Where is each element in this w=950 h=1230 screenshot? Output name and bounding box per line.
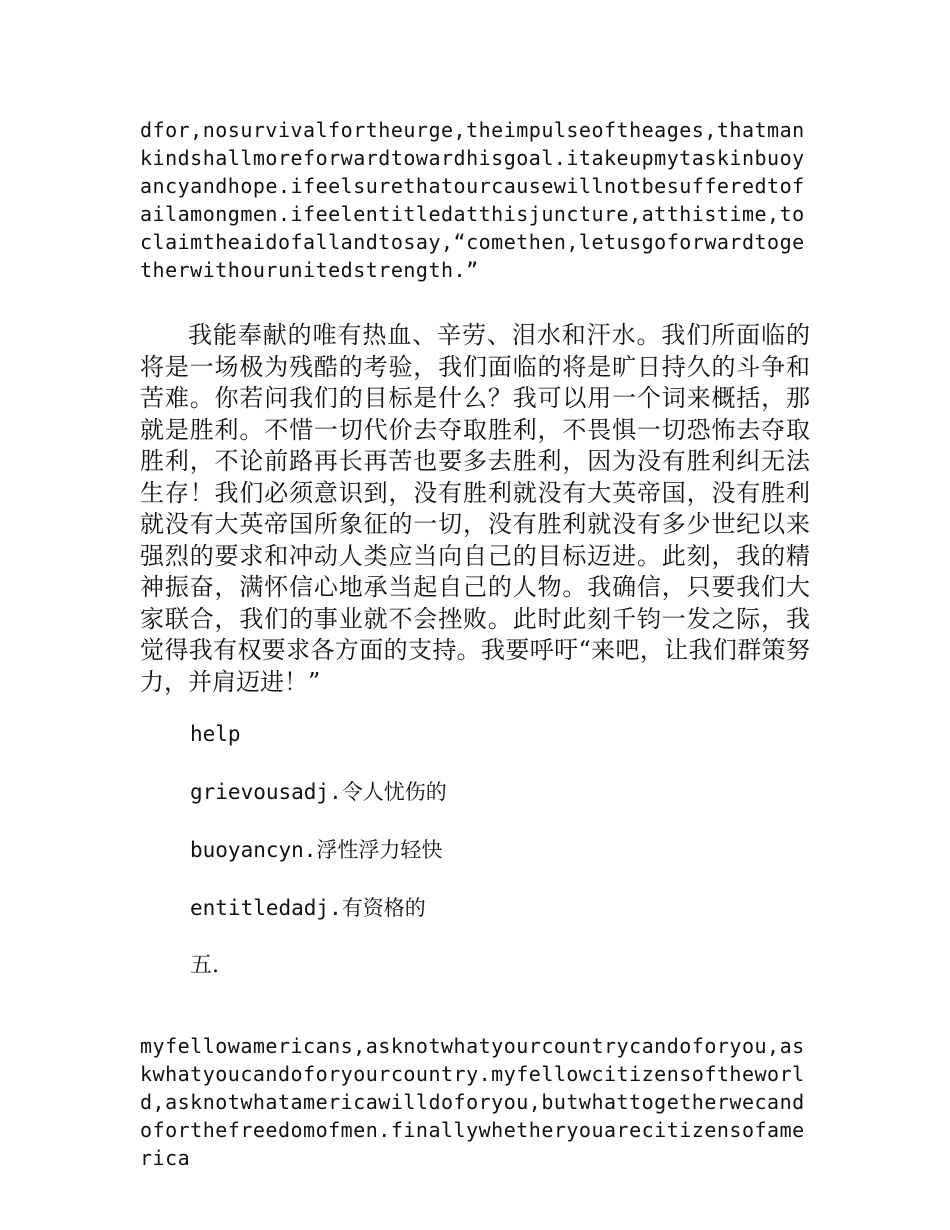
vocab-item-help: help	[190, 722, 241, 746]
document-page	[140, 116, 810, 1172]
section-number: 五.	[190, 953, 219, 978]
vocab-item-buoyancy: buoyancyn.浮性浮力轻快	[190, 838, 443, 862]
english-paragraph-1: dfor,nosurvivalfortheurge,theimpulseoftheages,thatmankindshallmoreforwardtowardhisgoal.itakeupmytaskinbuoyancyandhope.ifeelsurethatourcausewillnotbesufferedtofailamongmen.ifeelentitledatthisjuncture,atthistime,toclaimtheaidofallandtosay,“comethen,letusgoforwardtogetherwithourunitedstrength.”	[140, 118, 805, 282]
english-paragraph-2: myfellowamericans,asknotwhatyourcountrycandoforyou,askwhatyoucandoforyourcountry.myfellowcitizensoftheworld,asknotwhatamericawilldoforyou,butwhattogetherwecandoforthefreedomofmen.finallywhetheryouarecitizensofamerica	[140, 1034, 805, 1170]
vocab-item-grievous: grievousadj.令人忧伤的	[190, 780, 447, 804]
vocabulary-list	[140, 720, 810, 922]
vocab-item-entitled: entitledadj.有资格的	[190, 896, 426, 920]
chinese-paragraph-1: 我能奉献的唯有热血、辛劳、泪水和汗水。我们所面临的将是一场极为残酷的考验，我们面临的将是旷日持久的斗争和苦难。你若问我们的目标是什么？我可以用一个词来概括，那就是胜利。不惜一切代价去夺取胜利，不畏惧一切恐怖去夺取胜利，不论前路再长再苦也要多去胜利，因为没有胜利纠无法生存！我们必须意识到，没有胜利就没有大英帝国，没有胜利就没有大英帝国所象征的一切，没有胜利就没有多少世纪以来强烈的要求和冲动人类应当向自己的目标迈进。此刻，我的精神振奋，满怀信心地承当起自己的人物。我确信，只要我们大家联合，我们的事业就不会挫败。此时此刻千钧一发之际，我觉得我有权要求各方面的支持。我要呼吁“来吧，让我们群策努力，并肩迈进！”	[140, 321, 810, 696]
